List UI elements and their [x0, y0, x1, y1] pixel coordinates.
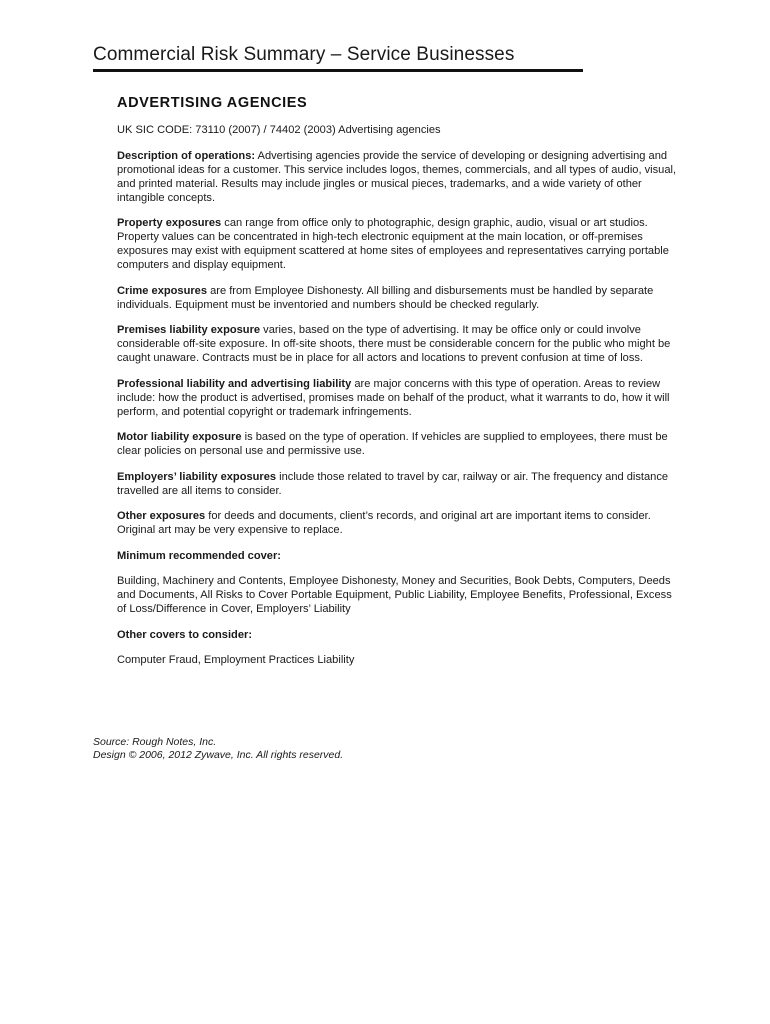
- section-text: are from Employee Dishonesty. All billing and disbursements must be handled by separate individuals. Equipment must be inventoried and numbers should be checked regularly.: [117, 284, 654, 311]
- section-other-exposures: [117, 509, 682, 537]
- section-property-exposures: [117, 216, 682, 272]
- section-text: varies, based on the type of advertising. It may be office only or could involve considerable off-site exposure. In off-site shoots, there must be considerable concern for the public who might be caught unaware. Contracts must be in place for all actors and locations to prevent confusion at time of loss.: [117, 324, 671, 364]
- section-professional-liability: [117, 377, 682, 419]
- section-premises-liability: [117, 323, 682, 365]
- section-text: Advertising agencies provide the service of developing or designing advertising and promotional ideas for a customer. This service includes logos, themes, commercials, and all types of audio, visual, and printed material. Results may include jingles or musical pieces, trademarks, and a wide variety of other intangible concepts.: [117, 149, 677, 204]
- section-label: Employers’ liability exposures: [117, 470, 277, 483]
- section-text: are major concerns with this type of operation. Areas to review include: how the product is advertised, promises made on behalf of the product, what it warrants to do, how it will perform, and potential copyright or trademark infringements.: [117, 377, 670, 418]
- section-label: Premises liability exposure: [117, 324, 261, 336]
- minimum-cover-heading: Minimum recommended cover:: [117, 549, 281, 562]
- section-text: include those related to travel by car, railway or air. The frequency and distance travelled are all items to consider.: [117, 470, 669, 497]
- section-label: Motor liability exposure: [117, 431, 242, 443]
- document-body: [117, 94, 682, 679]
- footer-source: Source: Rough Notes, Inc.: [93, 736, 217, 748]
- sic-code: UK SIC CODE: 73110 (2007) / 74402 (2003) Advertising agencies: [117, 124, 441, 136]
- section-label: Other exposures: [117, 510, 206, 522]
- section-employers-liability: [117, 470, 682, 498]
- section-text: is based on the type of operation. If vehicles are supplied to employees, there must be clear policies on personal use and permissive use.: [117, 431, 668, 457]
- section-label: Property exposures: [117, 217, 222, 229]
- document-title: ADVERTISING AGENCIES: [117, 95, 308, 111]
- other-covers-text: Computer Fraud, Employment Practices Liability: [117, 654, 355, 666]
- page-footer: [93, 736, 593, 762]
- footer-copyright: Design © 2006, 2012 Zywave, Inc. All rights reserved.: [93, 749, 344, 761]
- section-text: for deeds and documents, client’s records, and original art are important items to consider. Original art may be very expensive to replace.: [117, 510, 651, 536]
- page-header: [93, 43, 583, 72]
- section-label: Crime exposures: [117, 284, 208, 297]
- section-crime-exposures: [117, 284, 682, 312]
- header-rule: [93, 69, 583, 72]
- header-title: Commercial Risk Summary – Service Businesses: [93, 44, 515, 65]
- section-label: Description of operations:: [117, 149, 256, 162]
- minimum-cover-text: Building, Machinery and Contents, Employee Dishonesty, Money and Securities, Book Debts, Computers, Deeds and Documents, All Risks to Cover Portable Equipment, Public Liability, Employee Benefits, Professional, Excess of Loss/Difference in Cover, Employers’ Liability: [117, 575, 672, 615]
- section-label: Professional liability and advertising liability: [117, 377, 352, 390]
- other-covers-heading: Other covers to consider:: [117, 628, 253, 641]
- section-description-of-operations: [117, 149, 682, 205]
- section-text: can range from office only to photographic, design graphic, audio, visual or art studios. Property values can be concentrated in high-tech electronic equipment at the main location, or off-premises exposures may exist with equipment scattered at home sites of employees and representatives carrying portable computers and display equipment.: [117, 217, 669, 271]
- section-motor-liability: [117, 430, 682, 458]
